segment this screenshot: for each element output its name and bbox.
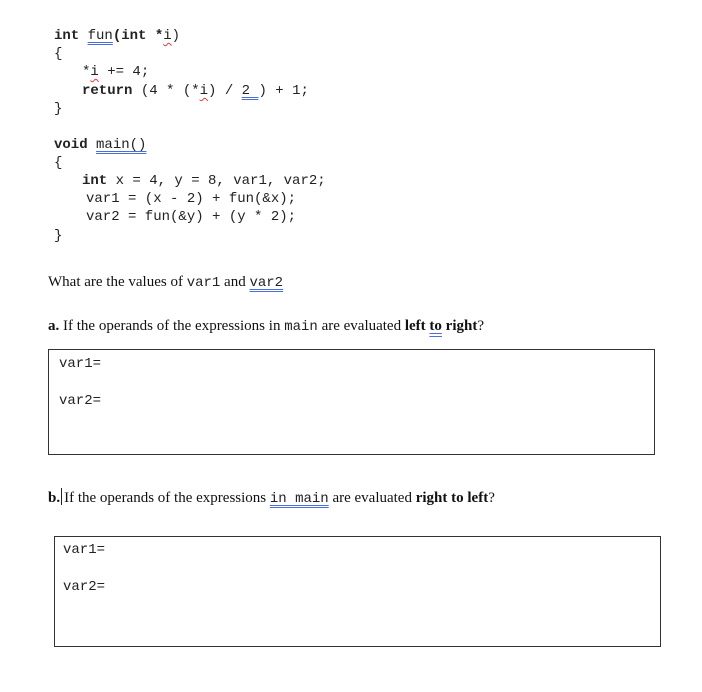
code-line [82, 83, 309, 99]
emphasis-text: right to left [415, 490, 489, 506]
emphasis-text: right [441, 318, 478, 334]
code-inline: var2 [249, 275, 284, 291]
code-keyword: int [54, 28, 80, 44]
part-text: If the operands of the expressions [64, 490, 270, 506]
code-line [82, 64, 149, 80]
part-text: If the operands of the expressions in [59, 318, 285, 334]
question-prefix: What are the values of [48, 274, 187, 290]
part-text: ? [488, 490, 495, 506]
function-name: main [96, 137, 130, 153]
code-text: += 4; [98, 64, 150, 80]
answer-box-a[interactable] [48, 349, 655, 455]
var2-label: var2= [63, 579, 106, 595]
text-cursor [61, 488, 62, 505]
var1-label: var1= [63, 542, 106, 558]
var1-label: var1= [59, 356, 102, 372]
grammar-flagged-text: 2 [241, 83, 259, 99]
spell-flagged-word: i [90, 64, 99, 80]
code-inline: main [284, 319, 318, 335]
code-text: x = 4, y = 8, var1, var2; [107, 173, 326, 189]
code-line: var1 = (x - 2) + fun(&x); [86, 191, 297, 207]
code-text: ) [171, 28, 181, 44]
part-b-question [48, 488, 495, 507]
code-keyword: int [82, 173, 108, 189]
code-line: var2 = fun(&y) + (y * 2); [86, 209, 297, 225]
fun-signature [54, 28, 180, 44]
code-text: ) / [208, 83, 242, 99]
code-text: ) + 1; [258, 83, 309, 99]
code-line [82, 173, 326, 189]
spell-flagged-word: i [199, 83, 209, 99]
code-inline: in main [269, 491, 329, 507]
open-brace: { [54, 46, 63, 62]
part-text: are evaluated [328, 490, 416, 506]
close-brace: } [54, 228, 63, 244]
code-text: () [129, 137, 147, 153]
code-inline: var1 [186, 275, 221, 291]
answer-box-b[interactable] [54, 536, 661, 647]
part-letter: b. [48, 490, 61, 506]
question-and: and [220, 274, 250, 290]
part-letter: a. [48, 318, 60, 334]
code-text: * [82, 64, 91, 80]
part-text: are evaluated [317, 318, 405, 334]
code-text: (int * [112, 28, 164, 44]
code-keyword: return [82, 83, 133, 99]
spell-flagged-word: i [163, 28, 172, 44]
var2-label: var2= [59, 393, 102, 409]
open-brace: { [54, 155, 63, 171]
part-text: ? [477, 318, 485, 334]
code-text: (4 * (* [132, 83, 200, 99]
code-keyword: void [54, 137, 88, 153]
function-name: fun [87, 28, 113, 44]
emphasis-text: to [429, 318, 442, 334]
question-text [48, 274, 283, 291]
close-brace: } [54, 101, 63, 117]
part-a-question [48, 318, 484, 335]
main-signature [54, 137, 146, 153]
emphasis-text: left [404, 318, 430, 334]
